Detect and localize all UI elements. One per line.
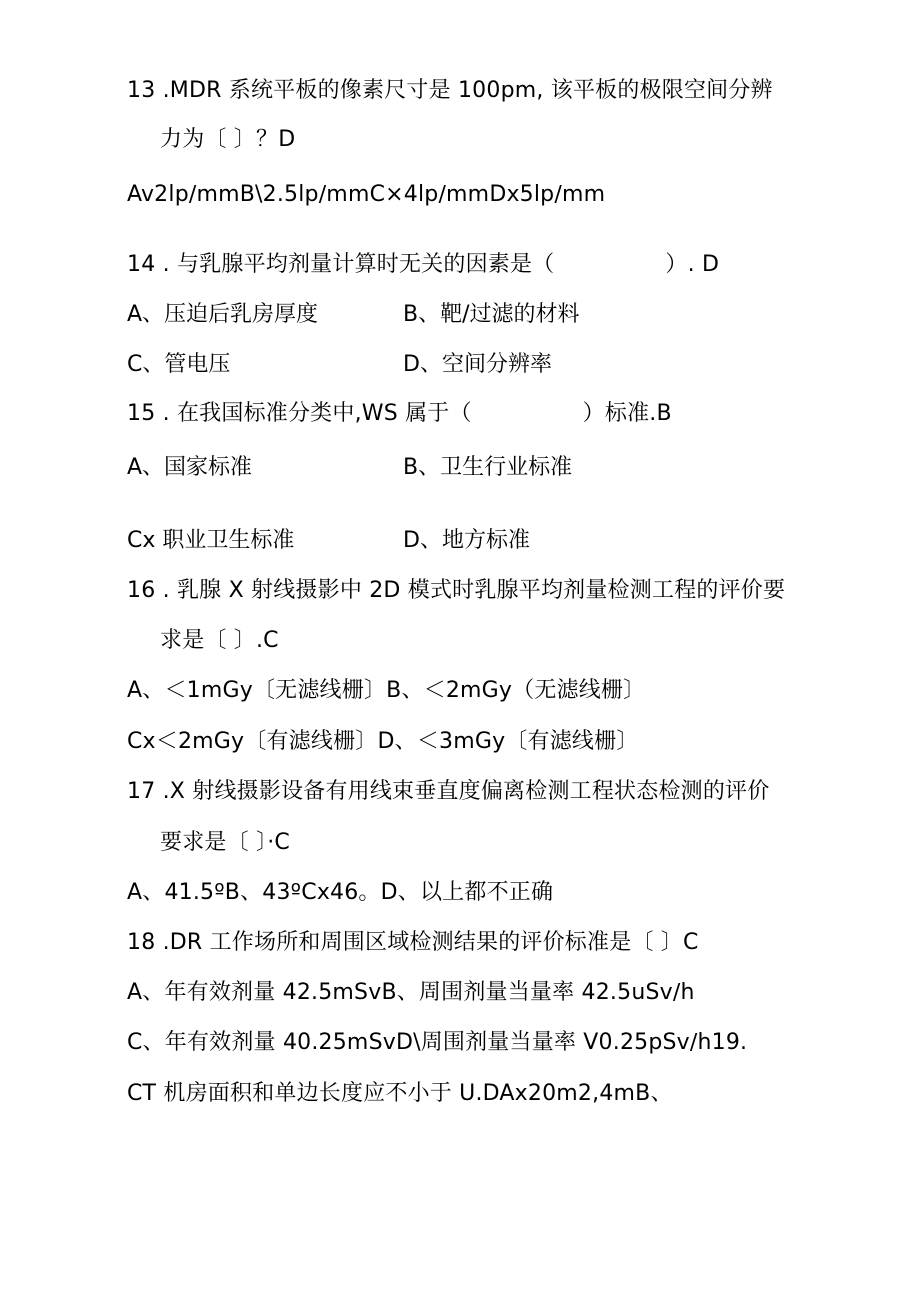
q17-stem-line2: 要求是〔 〕·C bbox=[160, 830, 290, 855]
q15-option-d: D、地方标准 bbox=[403, 528, 530, 553]
q19-stem: CT 机房面积和单边长度应不小于 U.DAx20m2,4mB、 bbox=[127, 1081, 673, 1106]
q18-options-cd: C、年有效剂量 40.25mSvD\周围剂量当量率 V0.25pSv∕h19. bbox=[127, 1030, 748, 1055]
q14-options-row2 bbox=[127, 350, 827, 380]
q16-stem-line2: 求是〔 〕.C bbox=[160, 628, 279, 653]
q16-options-cd: Cx＜2mGy〔有滤线栅〕D、＜3mGy〔有滤线栅〕 bbox=[127, 729, 639, 754]
q14-options-row1 bbox=[127, 300, 827, 330]
q17-stem-line1: 17 .X 射线摄影设备有用线束垂直度偏离检测工程状态检测的评价 bbox=[127, 779, 770, 804]
q13-options: Av2lp∕mmB\2.5lp∕mmC×4lp∕mmDx5lp∕mm bbox=[127, 182, 606, 207]
q15-options-row2 bbox=[127, 526, 827, 556]
q14-option-a: A、压迫后乳房厚度 bbox=[127, 302, 319, 327]
q14-stem: 14 . 与乳腺平均剂量计算时无关的因素是（ ）. D bbox=[127, 252, 720, 277]
q13-stem-line2: 力为〔 〕？D bbox=[160, 127, 296, 152]
q16-options-ab: A、＜1mGy〔无滤线栅〕B、＜2mGy（无滤线栅〕 bbox=[127, 678, 646, 703]
q15-stem: 15 . 在我国标准分类中,WS 属于（ ）标准.B bbox=[127, 401, 672, 426]
q16-stem-line1: 16 . 乳腺 X 射线摄影中 2D 模式时乳腺平均剂量检测工程的评价要 bbox=[127, 578, 786, 603]
q15-option-b: B、卫生行业标准 bbox=[403, 455, 573, 480]
q14-option-c: C、管电压 bbox=[127, 352, 231, 377]
q14-option-d: D、空间分辨率 bbox=[403, 352, 552, 377]
q14-option-b: B、靶/过滤的材料 bbox=[403, 302, 580, 327]
q17-options: A、41.5ºB、43ºCx46。D、以上都不正确 bbox=[127, 880, 554, 905]
q15-options-row1 bbox=[127, 453, 827, 483]
q15-option-a: A、国家标准 bbox=[127, 455, 253, 480]
q15-option-c: Cx 职业卫生标准 bbox=[127, 528, 295, 553]
q18-stem: 18 .DR 工作场所和周围区域检测结果的评价标准是〔 〕C bbox=[127, 930, 699, 955]
q18-options-ab: A、年有效剂量 42.5mSvB、周围剂量当量率 42.5uSv∕h bbox=[127, 980, 695, 1005]
q13-stem-line1: 13 .MDR 系统平板的像素尺寸是 100pm, 该平板的极限空间分辨 bbox=[127, 78, 773, 103]
